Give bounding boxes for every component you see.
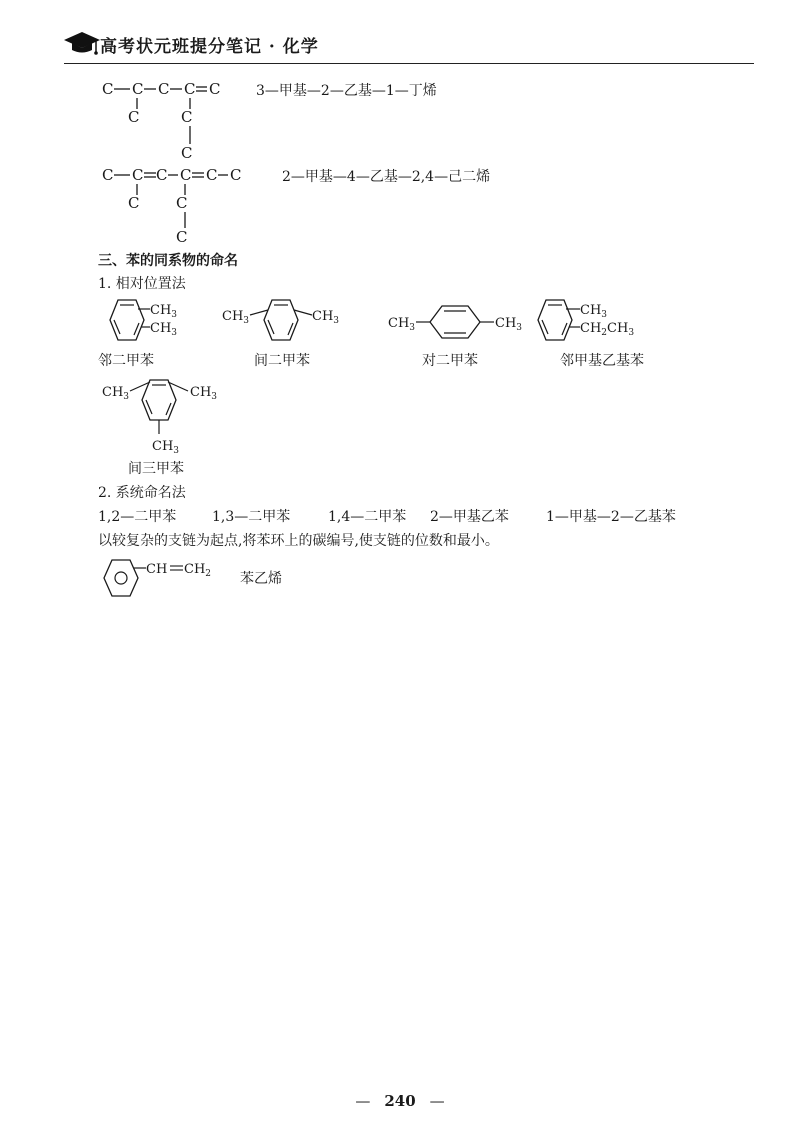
svg-text:CH3: $CH_3$ [388, 316, 416, 333]
name-o-methylethylbenzene: 邻甲基乙基苯 [560, 353, 644, 369]
svg-text:C: C [156, 166, 168, 184]
structure-methyl-ethyl-butene [96, 76, 236, 166]
alkene-name-1: 3—甲基—2—乙基—1—丁烯 [256, 83, 437, 99]
structure-methyl-ethyl-hexadiene [96, 162, 256, 247]
svg-text:C: C [181, 144, 193, 162]
system-name-1: 1,2—二甲苯 [98, 509, 177, 525]
svg-text:C: C [176, 194, 188, 212]
svg-text:C: C [132, 166, 144, 184]
svg-text:C: C [180, 166, 192, 184]
name-o-xylene: 邻二甲苯 [98, 353, 154, 369]
header-title: 高考状元班提分笔记 · 化学 [100, 37, 319, 57]
svg-text:C: C [102, 166, 114, 184]
svg-text:CH3: $CH_3$ [150, 303, 178, 320]
name-styrene: 苯乙烯 [240, 571, 282, 587]
structure-p-xylene [388, 298, 528, 346]
name-m-xylene: 间二甲苯 [254, 353, 310, 369]
method-2-heading: 2. 系统命名法 [98, 485, 186, 501]
structure-o-methylethylbenzene [534, 296, 654, 348]
svg-text:CH: CH [146, 562, 168, 577]
svg-text:CH3: $CH_3$ [312, 309, 340, 326]
svg-text:CH3: $CH_3$ [152, 439, 180, 456]
svg-text:CH3: $CH_3$ [580, 303, 608, 320]
structure-styrene [100, 556, 230, 602]
svg-text:C: C [230, 166, 242, 184]
system-name-5: 1—甲基—2—乙基苯 [546, 509, 676, 525]
svg-text:CH3: $CH_3$ [222, 309, 250, 326]
structure-o-xylene [98, 296, 188, 348]
svg-text:C: C [102, 80, 114, 98]
svg-text:C: C [181, 108, 193, 126]
svg-text:CH2: $CH_2$ [184, 562, 212, 579]
system-name-4: 2—甲基乙苯 [430, 509, 509, 525]
structure-m-xylene [222, 292, 352, 348]
name-p-xylene: 对二甲苯 [422, 353, 478, 369]
method-1-heading: 1. 相对位置法 [98, 276, 186, 292]
section-title: 三、苯的同系物的命名 [98, 253, 238, 269]
system-name-3: 1,4—二甲苯 [328, 509, 407, 525]
page-number: — 240 — [355, 1092, 445, 1110]
header-divider [64, 63, 754, 64]
svg-text:CH3: $CH_3$ [102, 385, 130, 402]
svg-text:C: C [209, 80, 221, 98]
numbering-rule: 以较复杂的支链为起点,将苯环上的碳编号,使支链的位数和最小。 [98, 533, 499, 549]
svg-text:C: C [128, 194, 140, 212]
graduation-cap-icon [62, 30, 102, 56]
svg-text:C: C [158, 80, 170, 98]
svg-text:C: C [184, 80, 196, 98]
svg-text:C: C [206, 166, 218, 184]
svg-text:CH3: $CH_3$ [495, 316, 523, 333]
svg-text:C: C [128, 108, 140, 126]
structure-mesitylene [100, 370, 230, 456]
name-mesitylene: 间三甲苯 [128, 461, 184, 477]
svg-text:CH2CH3: $CH_2CH_3$ [580, 321, 635, 338]
system-name-2: 1,3—二甲苯 [212, 509, 291, 525]
svg-text:C: C [132, 80, 144, 98]
alkene-name-2: 2—甲基—4—乙基—2,4—己二烯 [282, 169, 491, 185]
svg-text:C: C [176, 228, 188, 246]
svg-text:CH3: $CH_3$ [150, 321, 178, 338]
svg-text:CH3: $CH_3$ [190, 385, 218, 402]
